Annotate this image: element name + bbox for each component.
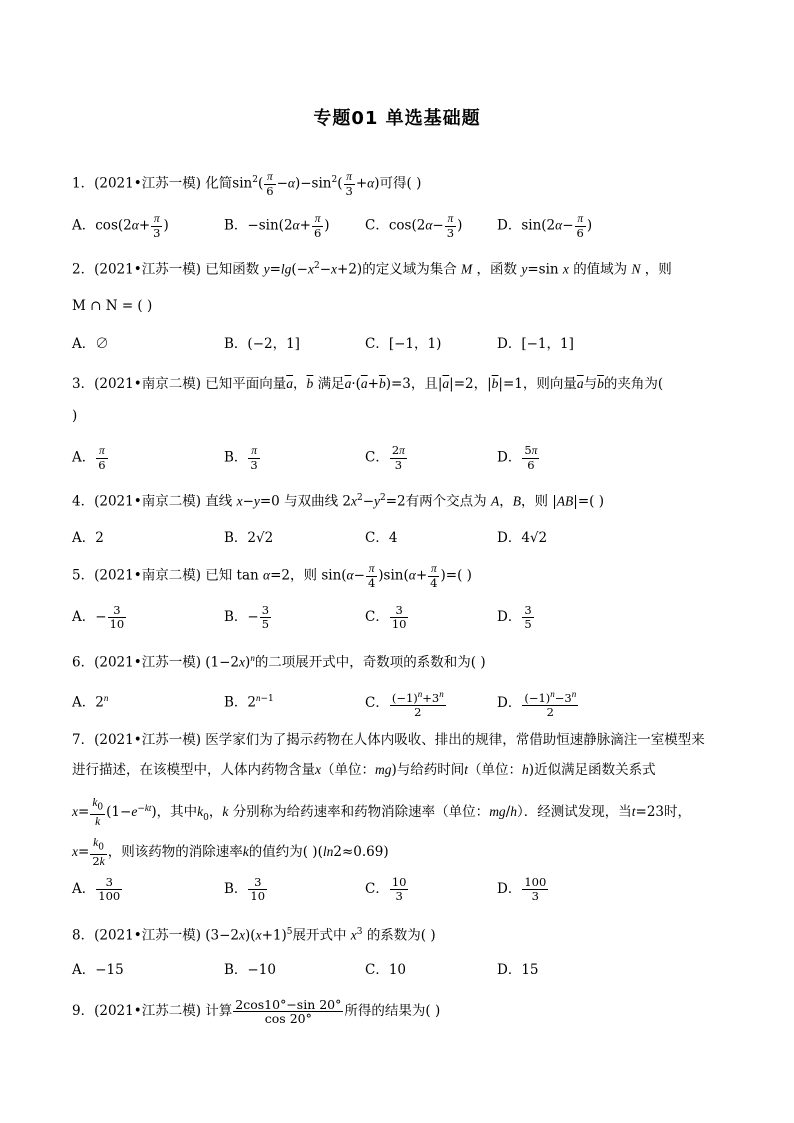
question-2-line2: M ∩ N = ( ) (72, 298, 153, 314)
question-7-line3: x= $\frac{k_0}{k}$ $(1-e^{-kt})$，其中$k_0$，k 分别称为给药速率和药物消除速率（单位：mg/h）．经测试发现，当t=23时， (72, 797, 692, 829)
option-d[interactable]: D． $\frac{5\pi}{6}$ (497, 443, 538, 472)
option-c[interactable]: C． $\frac{3}{10}$ (365, 603, 407, 631)
option-d[interactable]: D． $\frac{(-1)^n-3^n}{2}$ (497, 689, 577, 719)
question-9: 9．(2021•江苏二模) 计算 $\frac{2\cos 10^\circ-\sin 20^\circ}{\cos 20^\circ}$ 所得的结果为( ) (72, 997, 441, 1026)
option-a[interactable]: A．− $\frac{3}{10}$ (72, 603, 125, 631)
option-d[interactable]: D．[−1，1] (497, 336, 574, 352)
option-c[interactable]: C． $\frac{2\pi}{3}$ (365, 443, 405, 472)
option-a[interactable]: A． $\frac{3}{100}$ (72, 875, 121, 903)
option-c[interactable]: C． $\frac{10}{3}$ (365, 875, 407, 903)
option-c[interactable]: C．10 (365, 962, 407, 978)
option-d[interactable]: D．sin(2α− $\frac{\pi}{6}$ ) (497, 213, 593, 240)
option-c[interactable]: C．4 (365, 530, 398, 546)
option-b[interactable]: B．2√2 (224, 530, 274, 546)
option-b[interactable]: B．$2^{n-1}$ (224, 693, 274, 711)
option-c[interactable]: C．[−1，1) (365, 336, 442, 352)
question-7-line4: x= $\frac{k_0}{2k}$ ，则该药物的消除速率k的值约为( )(ln2≈0.69) (72, 837, 389, 869)
option-d[interactable]: D．15 (497, 962, 539, 978)
question-2: 2．(2021•江苏一模) 已知函数 $y=\lg(-x^2-x+2)$的定义域为集合 M ，函数 y=sin x 的值域为 N ，则 (72, 261, 672, 278)
question-7-line2: 进行描述，在该模型中，人体内药物含量x（单位：mg)与给药时间t（单位：h)近似满足函数关系式 (72, 762, 656, 778)
option-a[interactable]: A．2$^n$ (72, 693, 109, 711)
option-a[interactable]: A．∅ (72, 336, 109, 352)
question-4: 4．(2021•南京二模) 直线 x−y=0 与双曲线 $2x^2-y^2=2$有两个交点为 A，B，则 |AB|=( ) (72, 493, 604, 510)
option-b[interactable]: B．−sin(2α+ $\frac{\pi}{6}$ ) (224, 213, 330, 240)
option-b[interactable]: B．−10 (224, 962, 276, 978)
question-number: 1 (72, 175, 81, 192)
option-d[interactable]: D． $\frac{100}{3}$ (497, 875, 547, 903)
option-a[interactable]: A．cos(2α+ $\frac{\pi}{3}$ ) (72, 213, 169, 240)
option-c[interactable]: C． $\frac{(-1)^n+3^n}{2}$ (365, 689, 444, 719)
question-3-line2: ) (72, 408, 78, 424)
page-title: 专题01 单选基础题 (313, 108, 481, 129)
option-b[interactable]: B． $\frac{\pi}{3}$ (224, 445, 258, 472)
option-c[interactable]: C．cos(2α− $\frac{\pi}{3}$ ) (365, 213, 463, 240)
question-7: 7．(2021•江苏一模) 医学家们为了揭示药物在人体内吸收、排出的规律，常借助恒速静脉滴注一室模型来 (72, 732, 705, 748)
option-a[interactable]: A．−15 (72, 962, 124, 978)
option-a[interactable]: A．2 (72, 530, 104, 546)
option-b[interactable]: B．(−2，1] (224, 336, 300, 352)
question-5: 5．(2021•南京二模) 已知 tan α=2，则 sin(α− $\frac{\pi}{4}$ )sin(α+ $\frac{\pi}{4}$ )=( ) (72, 563, 472, 590)
option-b[interactable]: B．− $\frac{3}{5}$ (224, 603, 270, 631)
question-8: 8．(2021•江苏一模) $(3-2x)(x+1)^5$展开式中 $x^3$ 的系数为( ) (72, 927, 436, 944)
question-6: 6．(2021•江苏一模) $(1-2x)^n$的二项展开式中，奇数项的系数和为( ) (72, 653, 486, 671)
option-b[interactable]: B． $\frac{3}{10}$ (224, 875, 266, 903)
question-3: 3．(2021•南京二模) 已知平面向量$\overline{a}$，$\overline{b}$ 满足$\overline{a}\cdot(\overline{a}+\overline{b})=3$，且$|\overline{a}|=2$，$|\overline{b}|=1$，则向量$\overline{a}$与$\overline{b}$的夹角为( (72, 376, 664, 392)
option-d[interactable]: D．4√2 (497, 530, 548, 546)
question-source: 2021•江苏一模 (99, 175, 196, 192)
option-a[interactable]: A． $\frac{\pi}{6}$ (72, 445, 106, 472)
option-d[interactable]: D． $\frac{3}{5}$ (497, 603, 532, 631)
question-1: 1．(2021•江苏一模) 化简$\sin^2$( $\frac{\pi}{6}$ $-\alpha)-\sin^2$( $\frac{\pi}{3}$ +α)可得( ) (72, 171, 422, 198)
